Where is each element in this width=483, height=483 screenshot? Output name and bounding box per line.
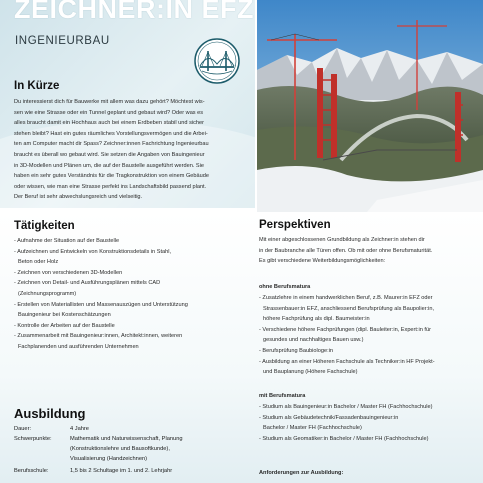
- row-label: Berufsschule:: [14, 468, 49, 474]
- list-item: - Verschiedene höhere Fachprüfungen (dipl. Bauleiter:in, Expert:in für: [259, 326, 431, 333]
- kurz-line: oder wissen, wie man eine Strasse perfekt ins Landschaftsbild passend plant.: [14, 183, 207, 190]
- ohne-berufsmatura-list: [259, 293, 481, 378]
- ausbildung-row: [14, 467, 172, 477]
- section-heading-kurz: In Kürze: [14, 80, 60, 92]
- section-heading-taetigkeiten: Tätigkeiten: [14, 220, 75, 232]
- mit-berufsmatura-list: [259, 402, 481, 444]
- list-item: - Kontrolle der Arbeiten auf der Baustelle: [14, 322, 115, 329]
- row-value: Visualisierung (Handzeichnen): [70, 456, 148, 462]
- page-title: ZEICHNER:IN EFZ: [14, 0, 254, 24]
- list-item: Bauingenieur bei Kostenschätzungen: [18, 312, 111, 319]
- row-value: 1,5 bis 2 Schultage im 1. und 2. Lehrjahr: [70, 468, 173, 474]
- list-item: (Zeichnungsprogramm): [18, 290, 77, 297]
- list-item: höhere Fachprüfung als dipl. Baumeister:in: [263, 316, 370, 323]
- list-item: Strassenbauer:in EFZ, anschliessend Berufsprüfung als Baupolier:in,: [263, 305, 435, 312]
- bridge-construction-photo: [257, 0, 483, 212]
- page-subtitle: INGENIEURBAU: [15, 35, 110, 47]
- ausbildung-row: [14, 445, 170, 455]
- kurz-line: sen wie eine Strasse oder ein Tunnel geplant und gebaut wird? Oder was es: [14, 109, 204, 116]
- list-item: - Zusatzlehre in einem handwerklichen Beruf, z.B. Maurer:in EFZ oder: [259, 295, 433, 301]
- ausbildung-row: [14, 455, 147, 465]
- row-value: 4 Jahre: [70, 426, 89, 432]
- list-item: und Bauplanung (Höhere Fachschule): [263, 369, 358, 376]
- perspektiven-intro: [259, 235, 481, 267]
- list-item: Beton oder Holz: [18, 259, 59, 266]
- kurz-line: Der Beruf ist sehr abwechslungsreich und vielseitig.: [14, 194, 143, 201]
- list-item: - Studium als Gebäudetechnik/Fassadenbauingenieur:in: [259, 414, 399, 421]
- intro-line: Es gibt verschiedene Weiterbildungsmöglichkeiten:: [259, 258, 386, 265]
- list-item: gesundes und nachhaltiges Bauen usw.): [263, 337, 364, 344]
- list-item: - Berufsprüfung Baubiologe:in: [259, 347, 334, 354]
- kurz-line: ten am Computer macht dir Spass? Zeichner:innen Fachrichtung Ingenieurbau: [14, 141, 209, 148]
- kurz-line: braucht es überall wo gebaut wird. Sie setzen die Angaben von Bauingenieur: [14, 151, 205, 158]
- list-item: - Studium als Bauingenieur:in Bachelor / Master FH (Fachhochschule): [259, 404, 433, 410]
- row-label: Schwerpunkte:: [14, 436, 52, 442]
- kurz-line: alles braucht damit ein Hochhaus auch bei einem Erdbeben stabil und sicher: [14, 120, 204, 127]
- section-heading-ausbildung: Ausbildung: [14, 406, 86, 421]
- ausbildung-row: [14, 435, 183, 445]
- list-item: - Zeichnen von verschiedenen 3D-Modellen: [14, 269, 123, 276]
- list-item: - Erstellen von Materiallisten und Massenauszügen und Unterstützung: [14, 301, 188, 308]
- intro-line: in der Baubranche alle Türen offen. Ob mit oder ohne Berufsmaturität.: [259, 247, 433, 254]
- taetigkeiten-list: [14, 236, 251, 353]
- row-value: Mathematik und Naturwissenschaft, Planung: [70, 436, 183, 442]
- list-item: - Zeichnen von Detail- und Ausführungsplänen mittels CAD: [14, 280, 161, 287]
- ohne-berufsmatura-heading: ohne Berufsmatura: [259, 284, 311, 290]
- list-item: - Aufzeichnen und Entwickeln von Konstruktionsdetails in Stahl,: [14, 248, 172, 255]
- kurz-line: Du interessierst dich für Bauwerke mit allem was dazu gehört? Möchtest wis-: [14, 99, 205, 105]
- kurz-line: in 3D-Modellen und Plänen um, die auf der Baustelle ausgeführt werden. Sie: [14, 162, 204, 169]
- kurz-paragraph: [14, 97, 251, 203]
- ausbildung-row: [14, 425, 89, 435]
- kurz-line: stehen bleibt? Hast ein gutes räumliches Vorstellungsvermögen und die Arbei-: [14, 130, 208, 137]
- row-value: (Konstruktionslehre und Bausoftkunde),: [70, 446, 170, 452]
- list-item: - Ausbildung an einer Höheren Fachschule als Techniker:in HF Projekt-: [259, 358, 435, 365]
- bridge-logo-icon: [194, 38, 240, 84]
- list-item: - Studium als Geomatiker:in Bachelor / Master FH (Fachhochschule): [259, 435, 429, 442]
- list-item: Bachelor / Master FH (Fachhochschule): [263, 425, 362, 432]
- kurz-line: haben ein sehr gutes Verständnis für die Tragkonstruktion von einem Gebäude: [14, 173, 209, 180]
- list-item: - Aufnahme der Situation auf der Baustelle: [14, 238, 120, 244]
- intro-line: Mit einer abgeschlossenen Grundbildung als Zeichner:in stehen dir: [259, 237, 425, 243]
- row-label: Dauer:: [14, 426, 32, 432]
- list-item: - Zusammenarbeit mit Bauingenieur:innen, Architekt:innen, weiteren: [14, 333, 183, 340]
- anforderungen-heading: Anforderungen zur Ausbildung:: [259, 470, 344, 476]
- list-item: Fachplanenden und ausführenden Unternehmen: [18, 343, 139, 350]
- section-heading-perspektiven: Perspektiven: [259, 219, 331, 231]
- mit-berufsmatura-heading: mit Berufsmatura: [259, 393, 306, 399]
